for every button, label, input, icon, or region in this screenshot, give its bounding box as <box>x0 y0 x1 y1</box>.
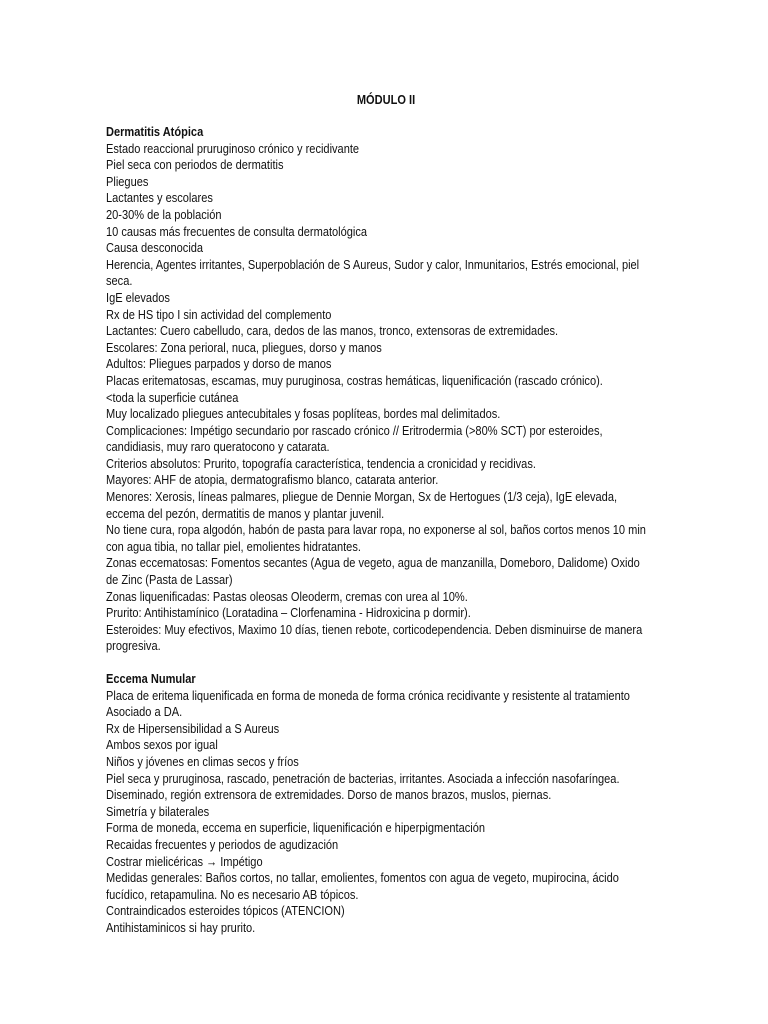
text-line: Causa desconocida <box>106 240 204 256</box>
text-line: Estado reaccional pruruginoso crónico y recidivante <box>106 140 360 156</box>
text-line: eccema del pezón, dermatitis de manos y plantar juvenil. <box>106 505 385 521</box>
text-line: con agua tibia, no tallar piel, emolientes hidratantes. <box>106 538 361 554</box>
text-line: Rx de HS tipo I sin actividad del complemento <box>106 306 332 322</box>
text-line: candidiasis, muy raro queratocono y catarata. <box>106 439 330 455</box>
text-line: Simetría y bilaterales <box>106 803 210 819</box>
text-line: Adultos: Pliegues parpados y dorso de manos <box>106 356 332 372</box>
document-section <box>106 671 666 937</box>
document-title: MÓDULO II <box>356 92 416 107</box>
section-heading: Eccema Numular <box>106 671 196 686</box>
text-line: Menores: Xerosis, líneas palmares, pliegue de Dennie Morgan, Sx de Hertogues (1/3 ceja), IgE elevada, <box>106 489 618 505</box>
text-line: Placa de eritema liquenificada en forma de moneda de forma crónica recidivante y resistente al tratamiento <box>106 687 630 703</box>
text-line: Prurito: Antihistamínico (Loratadina – Clorfenamina - Hidroxicina p dormir). <box>106 605 471 621</box>
text-line: 20-30% de la población <box>106 206 222 222</box>
text-line: <toda la superficie cutánea <box>106 389 239 405</box>
text-line: Lactantes y escolares <box>106 190 213 206</box>
text-line: Criterios absolutos: Prurito, topografía característica, tendencia a cronicidad y recidivas. <box>106 455 536 471</box>
text-line: Ambos sexos por igual <box>106 737 218 753</box>
text-line: Pliegues <box>106 173 149 189</box>
text-line: progresiva. <box>106 638 161 654</box>
text-line: Forma de moneda, eccema en superficie, liquenificación e hiperpigmentación <box>106 820 485 836</box>
text-line: Piel seca con periodos de dermatitis <box>106 157 284 173</box>
text-line: Zonas liquenificadas: Pastas oleosas Oleoderm, cremas con urea al 10%. <box>106 588 468 604</box>
text-line: Recaidas frecuentes y periodos de agudización <box>106 836 339 852</box>
document-body <box>106 124 666 937</box>
text-line: Asociado a DA. <box>106 704 183 720</box>
document-page <box>106 92 666 953</box>
text-line: Piel seca y pruruginosa, rascado, penetración de bacterias, irritantes. Asociada a infección nasofaríngea. <box>106 770 620 786</box>
section-heading: Dermatitis Atópica <box>106 124 204 139</box>
text-line: Niños y jóvenes en climas secos y fríos <box>106 753 299 769</box>
document-section <box>106 124 666 655</box>
text-line: Muy localizado pliegues antecubitales y fosas poplíteas, bordes mal delimitados. <box>106 406 501 422</box>
text-line: Escolares: Zona perioral, nuca, pliegues, dorso y manos <box>106 339 382 355</box>
text-line: de Zinc (Pasta de Lassar) <box>106 572 233 588</box>
text-line: Complicaciones: Impétigo secundario por rascado crónico // Eritrodermia (>80% SCT) por esteroides, <box>106 422 603 438</box>
text-line: Esteroides: Muy efectivos, Maximo 10 días, tienen rebote, corticodependencia. Deben disminuirse de manera <box>106 621 643 637</box>
text-line: 10 causas más frecuentes de consulta dermatológica <box>106 223 368 239</box>
text-line: fucídico, retapamulina. No es necesario AB tópicos. <box>106 886 359 902</box>
text-line: Costrar mielicéricas → Impétigo <box>106 853 263 869</box>
text-line: Rx de Hipersensibilidad a S Aureus <box>106 720 280 736</box>
text-line: Zonas eccematosas: Fomentos secantes (Agua de vegeto, agua de manzanilla, Domeboro, Dalidome) Oxido <box>106 555 640 571</box>
text-line: No tiene cura, ropa algodón, habón de pasta para lavar ropa, no exponerse al sol, baños cortos menos 10 min <box>106 522 646 538</box>
text-line: Mayores: AHF de atopia, dermatografismo blanco, catarata anterior. <box>106 472 439 488</box>
text-line: Lactantes: Cuero cabelludo, cara, dedos de las manos, tronco, extensoras de extremidades. <box>106 323 559 339</box>
text-line: Diseminado, región extrensora de extremidades. Dorso de manos brazos, muslos, piernas. <box>106 787 552 803</box>
text-line: seca. <box>106 273 133 289</box>
text-line: Contraindicados esteroides tópicos (ATENCION) <box>106 903 345 919</box>
text-line: Medidas generales: Baños cortos, no tallar, emolientes, fomentos con agua de vegeto, mupirocina, ácido <box>106 870 619 886</box>
text-line: Placas eritematosas, escamas, muy puruginosa, costras hemáticas, liquenificación (rascado crónico). <box>106 372 603 388</box>
text-line: Antihistaminicos si hay prurito. <box>106 919 256 935</box>
text-line: Herencia, Agentes irritantes, Superpoblación de S Aureus, Sudor y calor, Inmunitarios, Estrés emocional, piel <box>106 256 640 272</box>
text-line: IgE elevados <box>106 289 170 305</box>
